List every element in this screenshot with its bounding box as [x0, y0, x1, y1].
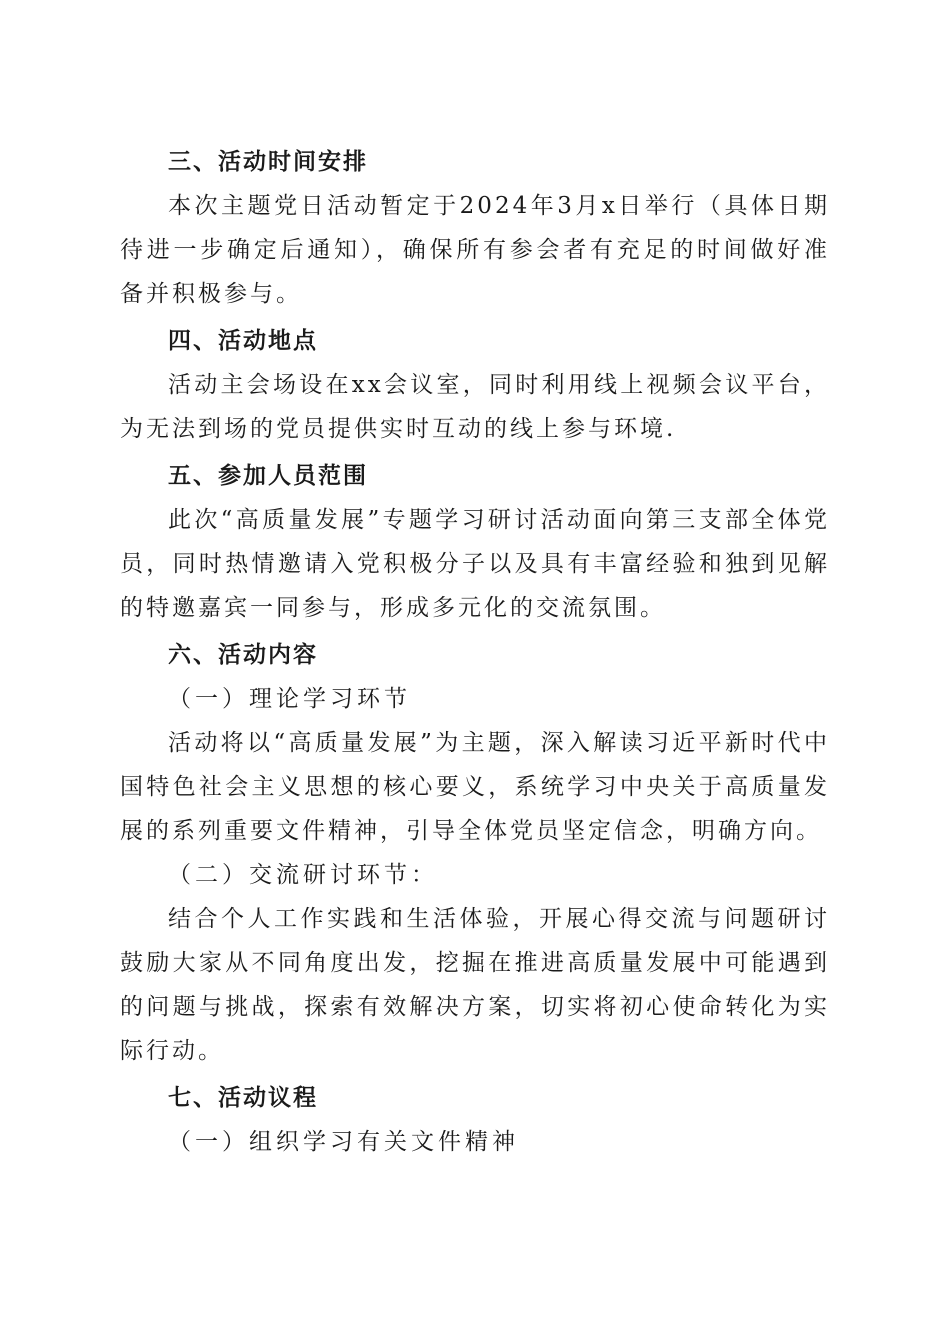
subheading-theory-study: （一）理论学习环节: [168, 686, 411, 712]
paragraph-participants: 此次“高质量发展”专题学习研讨活动面向第三支部全体党员，同时热情邀请入党积极分子以及具有丰富经验和独到见解的特邀嘉宾一同参与，形成多元化的交流氛围。: [120, 507, 830, 621]
section-heading-location: 四、活动地点: [168, 328, 318, 354]
subheading-agenda-item-1: （一）组织学习有关文件精神: [168, 1129, 519, 1155]
paragraph-discussion: 结合个人工作实践和生活体验，开展心得交流与问题研讨鼓励大家从不同角度出发，挖掘在推进高质量发展中可能遇到的问题与挑战，探索有效解决方案，切实将初心使命转化为实际行动。: [120, 906, 830, 1064]
section-heading-participants: 五、参加人员范围: [168, 463, 368, 489]
paragraph-theory-study: 活动将以“高质量发展”为主题，深入解读习近平新时代中国特色社会主义思想的核心要义，系统学习中央关于高质量发展的系列重要文件精神，引导全体党员坚定信念，明确方向。: [120, 730, 830, 844]
subheading-discussion: （二）交流研讨环节：: [168, 862, 438, 888]
paragraph-schedule: 本次主题党日活动暂定于2024年3月x日举行（具体日期待进一步确定后通知），确保所有参会者有充足的时间做好准备并积极参与。: [120, 193, 830, 307]
document-page: [120, 140, 830, 1164]
section-heading-content: 六、活动内容: [168, 642, 318, 668]
paragraph-location: 活动主会场设在xx会议室，同时利用线上视频会议平台，为无法到场的党员提供实时互动的线上参与环境.: [120, 372, 830, 442]
section-heading-schedule: 三、活动时间安排: [168, 149, 368, 175]
section-heading-agenda: 七、活动议程: [168, 1085, 318, 1111]
